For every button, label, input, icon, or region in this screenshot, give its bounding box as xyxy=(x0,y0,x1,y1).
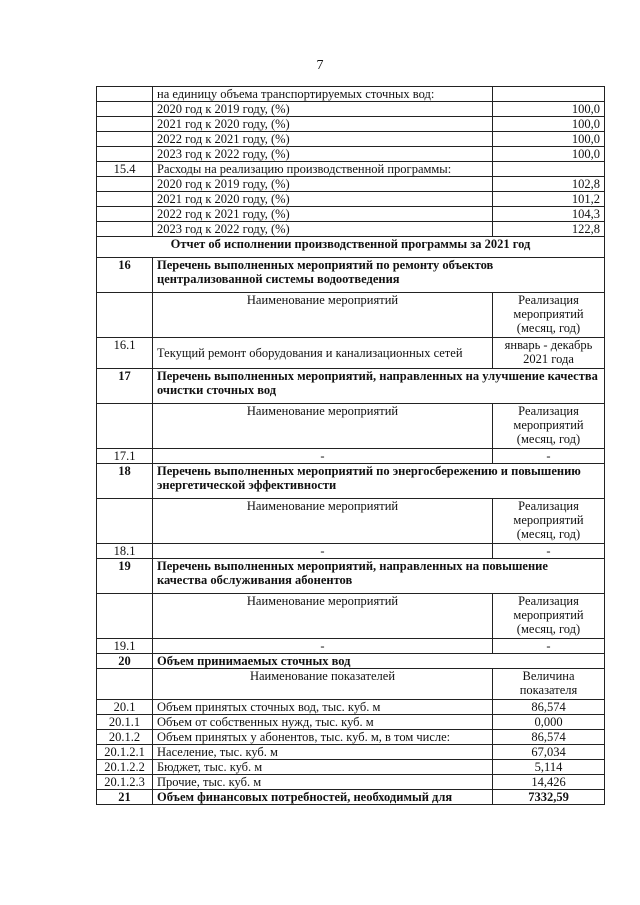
row-text: - xyxy=(153,544,493,559)
row-number: 20.1 xyxy=(97,700,153,715)
row-number: 20.1.1 xyxy=(97,715,153,730)
report-title: Отчет об исполнении производственной программы за 2021 год xyxy=(97,237,605,258)
table-row xyxy=(97,544,605,559)
row-value: 102,8 xyxy=(493,177,605,192)
row-value: 86,574 xyxy=(493,700,605,715)
row-number: 20.1.2 xyxy=(97,730,153,745)
table-row xyxy=(97,449,605,464)
row-value: - xyxy=(493,639,605,654)
table-row xyxy=(97,639,605,654)
row-number: 15.4 xyxy=(97,162,153,177)
row-value: - xyxy=(493,449,605,464)
section-title: Перечень выполненных мероприятий, направленных на повышение качества обслуживания абонентов xyxy=(153,559,605,594)
section-19-header xyxy=(97,559,605,594)
table-row xyxy=(97,745,605,760)
row-number xyxy=(97,177,153,192)
page-number: 7 xyxy=(316,58,324,73)
row-number: 20.1.2.2 xyxy=(97,760,153,775)
row-value: 14,426 xyxy=(493,775,605,790)
row-value: 100,0 xyxy=(493,132,605,147)
row-value xyxy=(493,162,605,177)
row-text: Бюджет, тыс. куб. м xyxy=(153,760,493,775)
row-value: 86,574 xyxy=(493,730,605,745)
section-title: Перечень выполненных мероприятий по энергосбережению и повышению энергетической эффективности xyxy=(153,464,605,499)
row-value xyxy=(493,87,605,102)
row-text: 2020 год к 2019 году, (%) xyxy=(153,177,493,192)
row-number: 20.1.2.1 xyxy=(97,745,153,760)
row-text: Расходы на реализацию производственной программы: xyxy=(153,162,493,177)
column-header-implementation: Реализация мероприятий (месяц, год) xyxy=(493,404,605,449)
row-value: 101,2 xyxy=(493,192,605,207)
row-text: 2023 год к 2022 году, (%) xyxy=(153,222,493,237)
table-row xyxy=(97,207,605,222)
section-20-header xyxy=(97,654,605,669)
section-title: Перечень выполненных мероприятий, направленных на улучшение качества очистки сточных вод xyxy=(153,369,605,404)
empty-cell xyxy=(97,404,153,449)
row-text: Объем от собственных нужд, тыс. куб. м xyxy=(153,715,493,730)
row-number xyxy=(97,132,153,147)
table-row xyxy=(97,760,605,775)
section-21-header xyxy=(97,790,605,805)
section-title: Объем финансовых потребностей, необходимый для xyxy=(153,790,493,805)
row-number xyxy=(97,102,153,117)
table-row xyxy=(97,715,605,730)
section-20-column-headers xyxy=(97,669,605,700)
table-row xyxy=(97,132,605,147)
section-17-header xyxy=(97,369,605,404)
row-text: 2020 год к 2019 году, (%) xyxy=(153,102,493,117)
row-value: 67,034 xyxy=(493,745,605,760)
section-18-header xyxy=(97,464,605,499)
column-header-name: Наименование мероприятий xyxy=(153,499,493,544)
row-text: - xyxy=(153,639,493,654)
row-value: 122,8 xyxy=(493,222,605,237)
row-number: 18.1 xyxy=(97,544,153,559)
table-row xyxy=(97,147,605,162)
section-title: Объем принимаемых сточных вод xyxy=(153,654,605,669)
row-value: 0,000 xyxy=(493,715,605,730)
section-number: 16 xyxy=(97,258,153,293)
row-text: Объем принятых сточных вод, тыс. куб. м xyxy=(153,700,493,715)
table-row xyxy=(97,162,605,177)
column-header-name: Наименование показателей xyxy=(153,669,493,700)
row-text: Прочие, тыс. куб. м xyxy=(153,775,493,790)
column-header-name: Наименование мероприятий xyxy=(153,293,493,338)
column-header-value: Величина показателя xyxy=(493,669,605,700)
row-value: - xyxy=(493,544,605,559)
empty-cell xyxy=(97,669,153,700)
table-row xyxy=(97,730,605,745)
row-text: Текущий ремонт оборудования и канализационных сетей xyxy=(153,338,493,369)
row-text: Объем принятых у абонентов, тыс. куб. м, в том числе: xyxy=(153,730,493,745)
table-row xyxy=(97,87,605,102)
table-row xyxy=(97,117,605,132)
section-number: 21 xyxy=(97,790,153,805)
table-row xyxy=(97,700,605,715)
row-text: 2022 год к 2021 году, (%) xyxy=(153,207,493,222)
row-value: 104,3 xyxy=(493,207,605,222)
row-value: 100,0 xyxy=(493,117,605,132)
section-number: 18 xyxy=(97,464,153,499)
row-value: 100,0 xyxy=(493,147,605,162)
column-header-name: Наименование мероприятий xyxy=(153,404,493,449)
row-number: 19.1 xyxy=(97,639,153,654)
row-number xyxy=(97,117,153,132)
row-text: 2021 год к 2020 году, (%) xyxy=(153,117,493,132)
column-header-implementation: Реализация мероприятий (месяц, год) xyxy=(493,594,605,639)
row-text: - xyxy=(153,449,493,464)
table-row xyxy=(97,192,605,207)
section-number: 19 xyxy=(97,559,153,594)
column-header-implementation: Реализация мероприятий (месяц, год) xyxy=(493,293,605,338)
row-value: 7332,59 xyxy=(493,790,605,805)
table-row xyxy=(97,177,605,192)
row-text: Население, тыс. куб. м xyxy=(153,745,493,760)
row-number: 17.1 xyxy=(97,449,153,464)
section-number: 17 xyxy=(97,369,153,404)
row-number xyxy=(97,87,153,102)
row-number xyxy=(97,222,153,237)
row-text: 2022 год к 2021 году, (%) xyxy=(153,132,493,147)
section-title: Перечень выполненных мероприятий по ремонту объектов централизованной системы водоотведения xyxy=(153,258,605,293)
row-value: январь - декабрь 2021 года xyxy=(493,338,605,369)
row-number xyxy=(97,207,153,222)
column-header-name: Наименование мероприятий xyxy=(153,594,493,639)
row-number xyxy=(97,147,153,162)
row-number xyxy=(97,192,153,207)
section-18-column-headers xyxy=(97,499,605,544)
row-number: 16.1 xyxy=(97,338,153,369)
empty-cell xyxy=(97,293,153,338)
section-19-column-headers xyxy=(97,594,605,639)
section-16-column-headers xyxy=(97,293,605,338)
empty-cell xyxy=(97,594,153,639)
row-number: 20.1.2.3 xyxy=(97,775,153,790)
table-row xyxy=(97,102,605,117)
row-text: на единицу объема транспортируемых сточных вод: xyxy=(153,87,493,102)
table-row xyxy=(97,338,605,369)
table-row xyxy=(97,775,605,790)
report-title-row xyxy=(97,237,605,258)
row-value: 5,114 xyxy=(493,760,605,775)
table-row xyxy=(97,222,605,237)
empty-cell xyxy=(97,499,153,544)
section-16-header xyxy=(97,258,605,293)
row-text: 2021 год к 2020 году, (%) xyxy=(153,192,493,207)
section-17-column-headers xyxy=(97,404,605,449)
section-number: 20 xyxy=(97,654,153,669)
row-value: 100,0 xyxy=(493,102,605,117)
row-text: 2023 год к 2022 году, (%) xyxy=(153,147,493,162)
report-table xyxy=(96,86,605,805)
column-header-implementation: Реализация мероприятий (месяц, год) xyxy=(493,499,605,544)
